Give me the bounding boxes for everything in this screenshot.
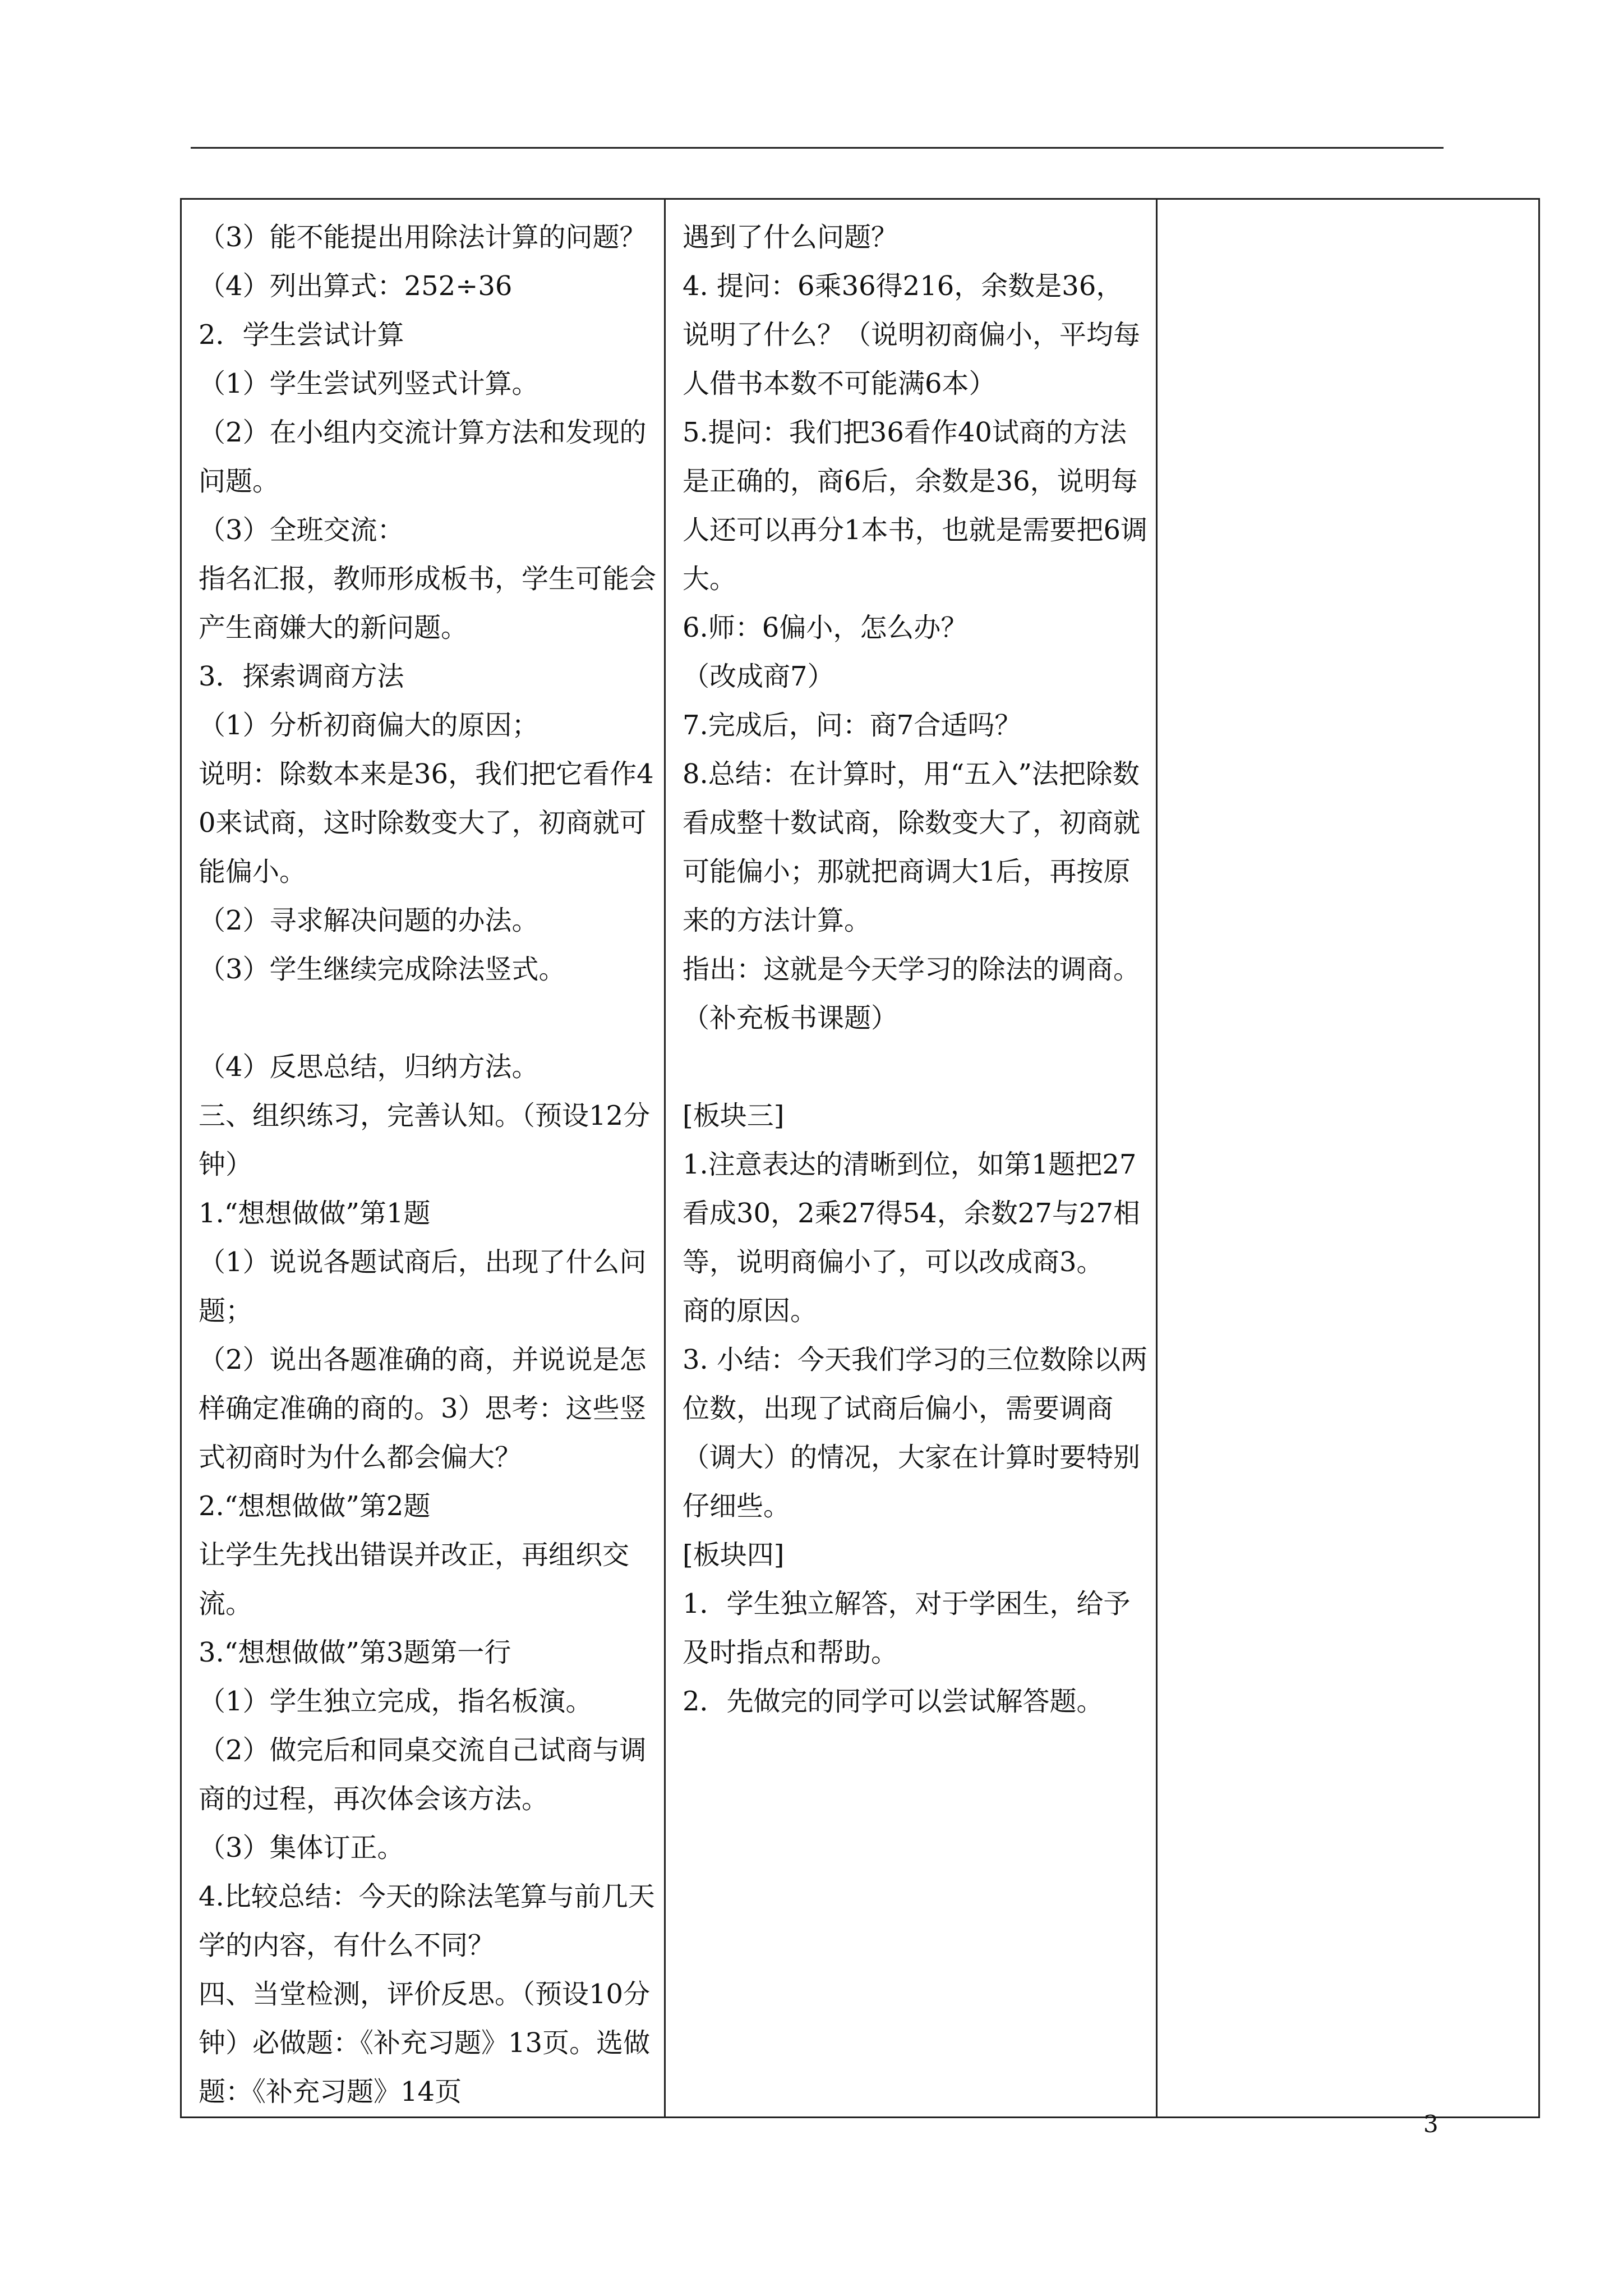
text-line: （2）在小组内交流计算方法和发现的问题。 — [199, 417, 647, 497]
text-line: （3）能不能提出用除法计算的问题？ — [199, 222, 647, 253]
text-line: 3.“想想做做”第3题第一行 — [199, 1637, 511, 1668]
page-number: 3 — [1423, 2110, 1438, 2138]
text-line: 7.完成后，问：商7合适吗？ — [683, 710, 1022, 741]
text-line: 1.注意表达的清晰到位，如第1题把27看成30，2乘27得54，余数27与27相等，说明商偏小了，可以改成商3。 — [683, 1149, 1140, 1278]
text-line: 指名汇报，教师形成板书，学生可能会产生商嫌大的新问题。 — [199, 563, 657, 643]
text-line: 4. 提问：6乘36得216，余数是36，说明了什么？（说明初商偏小，平均每人借书本数不可能满6本） — [683, 270, 1141, 399]
text-line: 2．先做完的同学可以尝试解答题。 — [683, 1686, 1104, 1717]
lesson-plan-table — [180, 198, 1540, 2118]
header-rule — [191, 147, 1444, 149]
notes-column — [1157, 199, 1539, 2118]
text-line: [板块四] — [683, 1539, 785, 1571]
teacher-guidance-column — [665, 199, 1157, 2118]
text-line: （1）学生尝试列竖式计算。 — [199, 368, 539, 399]
text-line: 1．学生独立解答，对于学困生，给予及时指点和帮助。 — [683, 1588, 1131, 1668]
text-line: 指出：这就是今天学习的除法的调商。（补充板书课题） — [683, 954, 1141, 1034]
text-line: （2）寻求解决问题的办法。 — [199, 905, 539, 936]
table-row — [181, 199, 1539, 2118]
text-line: 四、当堂检测，评价反思。（预设10分钟）必做题：《补充习题》13页。选做题：《补充习题》14页 — [199, 1978, 651, 2108]
text-line: 5.提问：我们把36看作40试商的方法是正确的，商6后，余数是36，说明每人还可以再分1本书，也就是需要把6调大。 — [683, 417, 1148, 595]
text-line: 三、组织练习，完善认知。（预设12分钟） — [199, 1100, 651, 1180]
text-line: 让学生先找出错误并改正，再组织交流。 — [199, 1539, 630, 1619]
text-line: （1）说说各题试商后，出现了什么问题； — [199, 1246, 647, 1327]
text-line: 4.比较总结：今天的除法笔算与前几天学的内容，有什么不同？ — [199, 1881, 655, 1961]
text-line: 说明：除数本来是36，我们把它看作40来试商，这时除数变大了，初商就可能偏小。 — [199, 758, 654, 887]
text-line: （2）说出各题准确的商，并说说是怎样确定准确的商的。3）思考：这些竖式初商时为什么都会偏大？ — [199, 1344, 647, 1473]
text-line: 2．学生尝试计算 — [199, 319, 404, 351]
text-line: （4）列出算式：252÷36 — [199, 270, 513, 302]
text-line: （3）集体订正。 — [199, 1832, 404, 1864]
text-line: 商的原因。 — [683, 1295, 818, 1327]
text-line: 1.“想想做做”第1题 — [199, 1198, 431, 1229]
text-line: 3．探索调商方法 — [199, 661, 404, 692]
text-line: （2）做完后和同桌交流自己试商与调商的过程，再次体会该方法。 — [199, 1734, 647, 1815]
text-line: 8.总结：在计算时，用“五入”法把除数看成整十数试商，除数变大了，初商就可能偏小；那就把商调大1后，再按原来的方法计算。 — [683, 758, 1141, 936]
text-line: （1）分析初商偏大的原因； — [199, 710, 539, 741]
text-line: （3）学生继续完成除法竖式。 — [199, 954, 566, 985]
text-line: 3. 小结：今天我们学习的三位数除以两位数，出现了试商后偏小，需要调商（调大）的情况，大家在计算时要特别仔细些。 — [683, 1344, 1148, 1522]
text-line: 2.“想想做做”第2题 — [199, 1490, 431, 1522]
text-line: 6.师：6偏小，怎么办？ — [683, 612, 968, 643]
text-line — [683, 1043, 1149, 1092]
student-activity-text — [199, 213, 657, 2116]
text-line: [板块三] — [683, 1100, 785, 1131]
text-line: （3）全班交流： — [199, 514, 404, 546]
teacher-guidance-text — [683, 213, 1149, 1726]
text-line — [199, 994, 657, 1043]
text-line: （改成商7） — [683, 661, 834, 692]
text-line: 遇到了什么问题？ — [683, 222, 898, 253]
text-line: （4）反思总结，归纳方法。 — [199, 1051, 539, 1083]
text-line: （1）学生独立完成，指名板演。 — [199, 1686, 593, 1717]
student-activity-column — [181, 199, 665, 2118]
